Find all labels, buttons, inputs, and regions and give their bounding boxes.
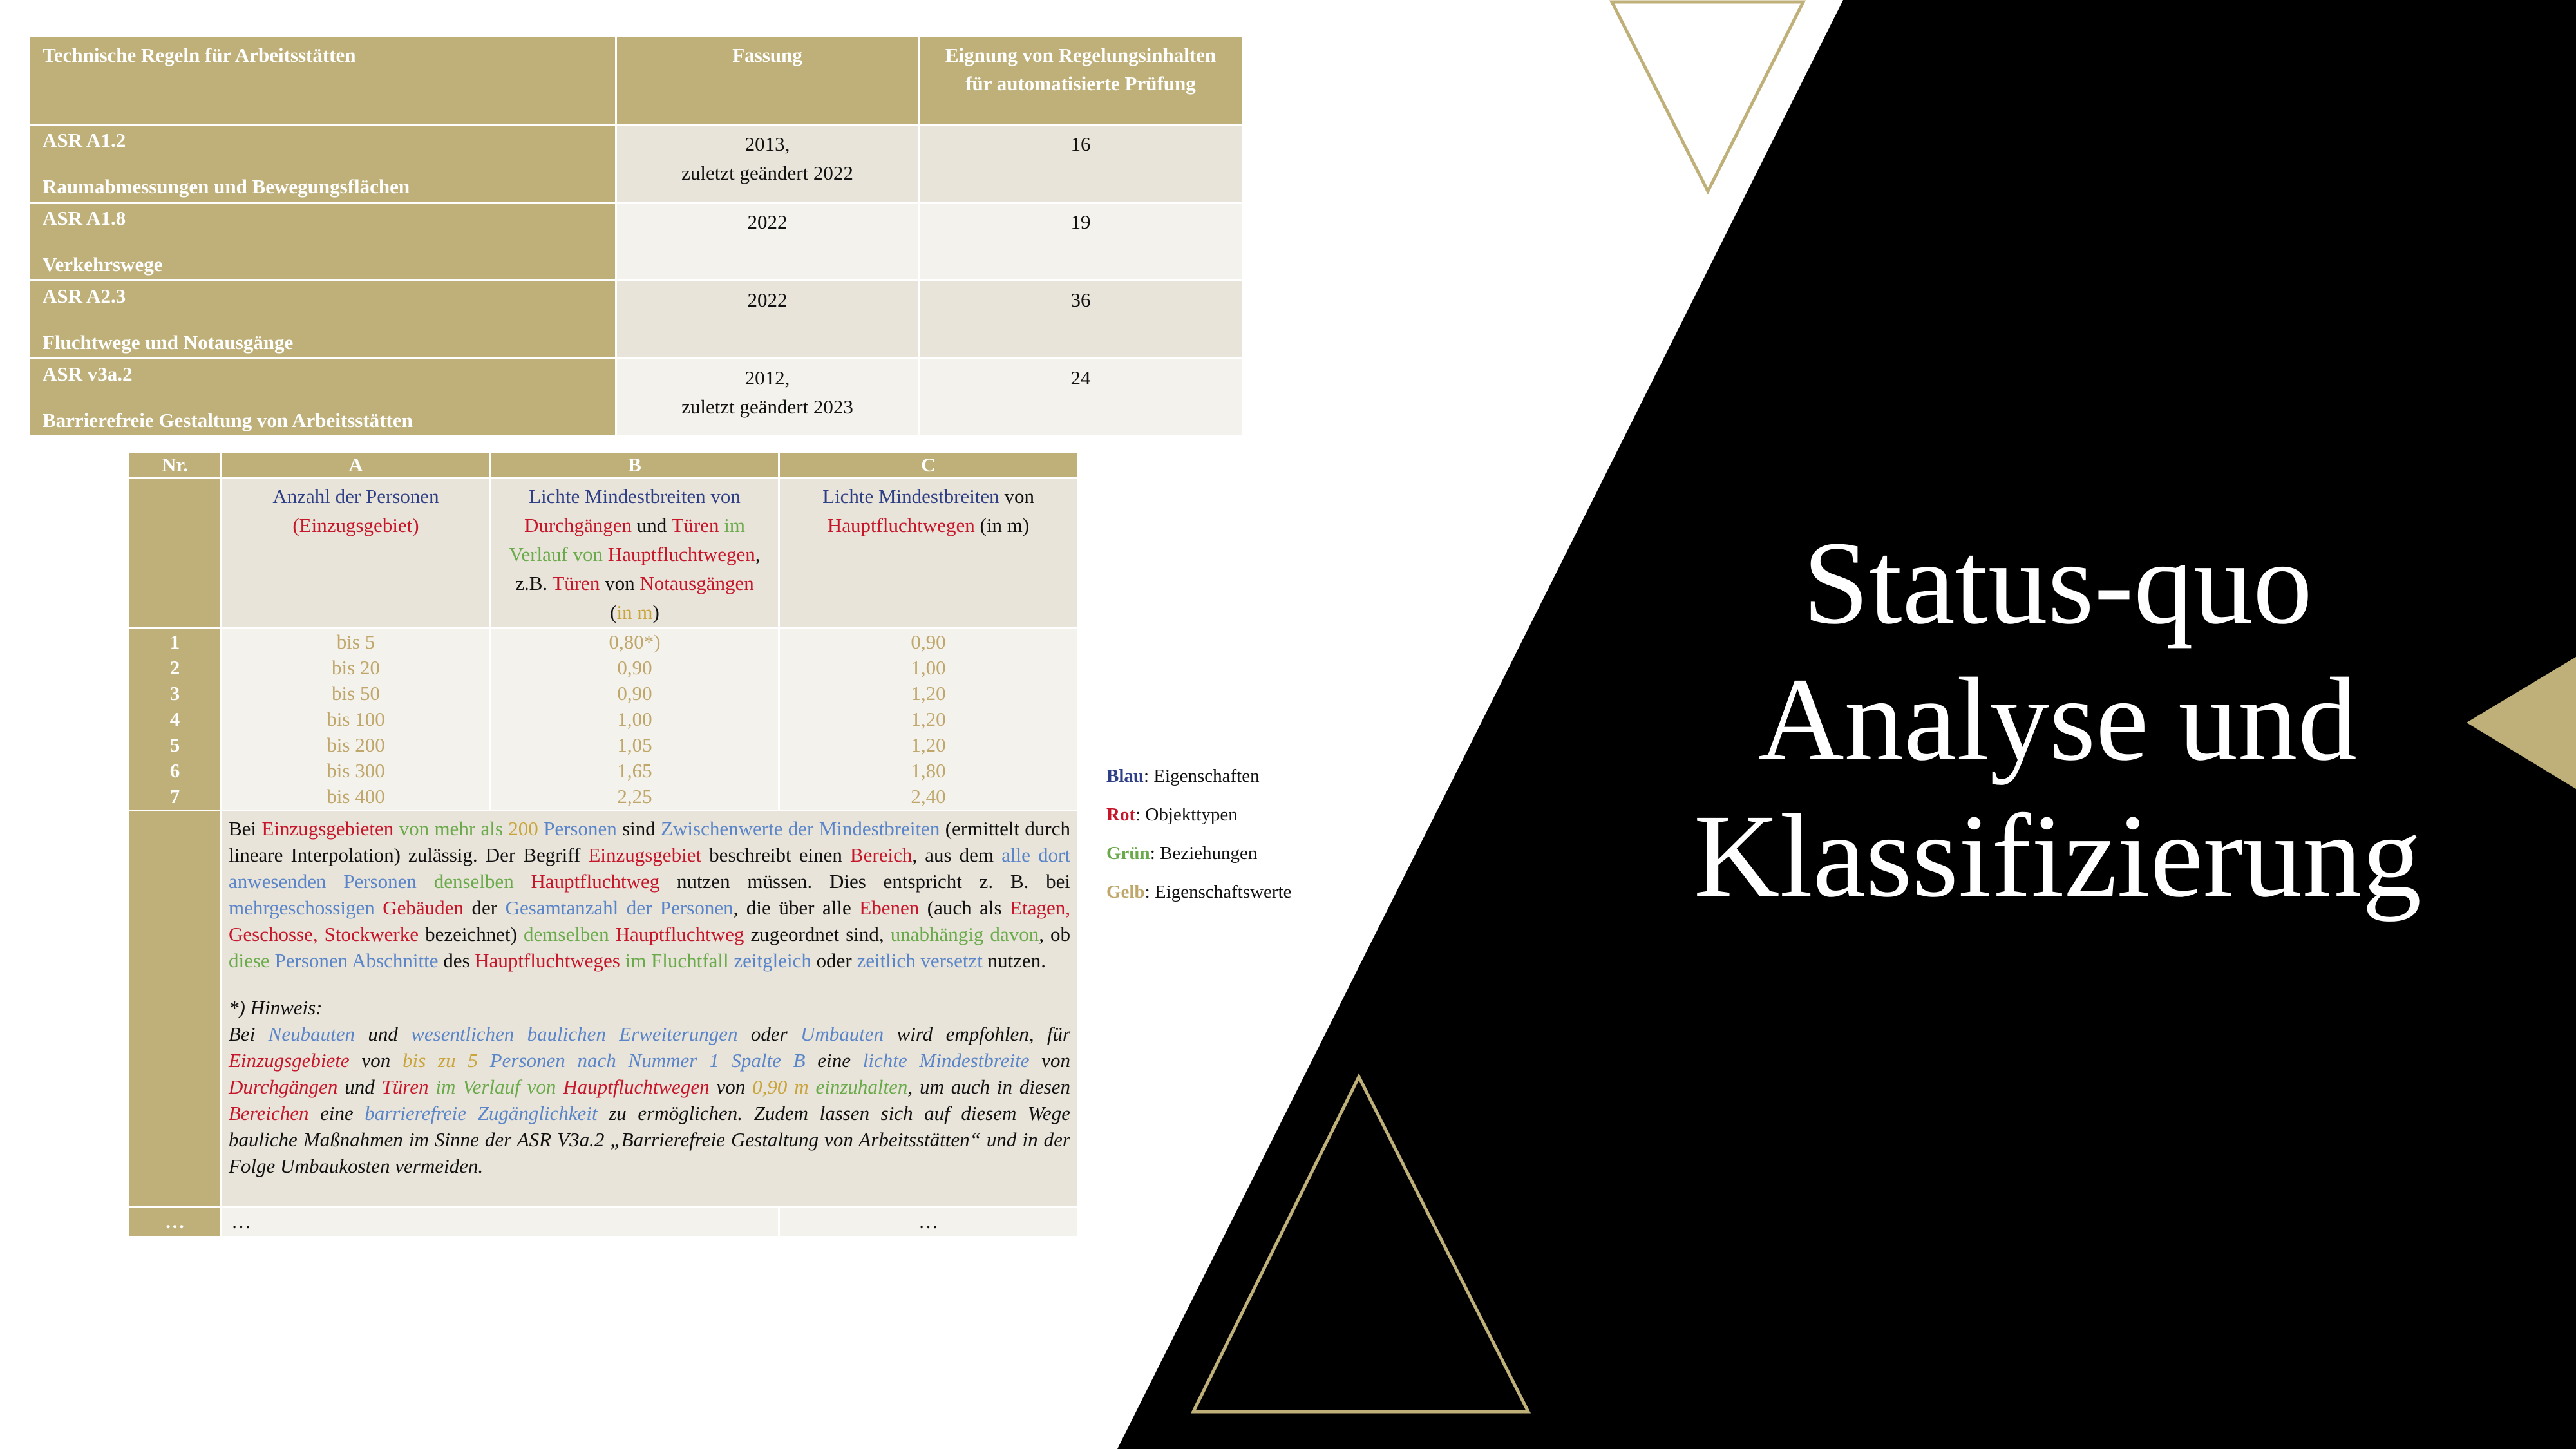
col-a-line: (Einzugsgebiet) [292,514,419,536]
fassung-cell [616,281,919,359]
text-segment: einzuhalten [815,1075,908,1098]
col-b-description [491,478,779,629]
persons-value: bis 300 [327,759,385,782]
text-segment: Gebäuden [383,896,464,919]
note-paragraph [229,815,1070,974]
persons-value: bis 400 [327,785,385,808]
text-segment: 0,90 m [752,1075,809,1098]
regulations-header-row [29,37,1243,125]
col-b-text: z.B. [515,572,553,594]
text-segment: und [337,1075,382,1098]
text-segment: Hauptfluchtweges [475,949,620,972]
text-segment: zeitgleich [734,949,811,972]
text-segment: der [463,896,506,919]
nr-value: 5 [169,734,180,756]
door-width-value: 1,05 [617,734,652,756]
text-segment [417,870,434,893]
continuation-left: … [222,1207,779,1237]
persons-value: bis 5 [336,630,375,653]
escape-width-value: 1,80 [911,759,946,782]
legend-text: : Beziehungen [1150,843,1258,864]
regulation-row [29,359,1243,437]
eignung-value: 36 [919,281,1243,359]
text-segment: Einzugsgebiete [229,1049,350,1072]
header-nr: Nr. [129,452,222,478]
text-segment: und [354,1023,412,1045]
text-segment: eine [805,1049,863,1072]
door-width-value: 0,90 [617,656,652,679]
legend-text: : Objekttypen [1135,804,1238,825]
text-segment: wird empfohlen, für [884,1023,1071,1045]
text-segment: Zwischenwerte der Mindestbreiten [661,817,940,840]
text-segment: , um auch in diesen [907,1075,1071,1098]
header-eignung: Eignung von Regelungsinhalten für automatisierte Prüfung [919,37,1243,125]
col-c-text: von [999,485,1034,507]
text-segment: lichte Mindestbreite [862,1049,1030,1072]
continuation-nr: … [129,1207,222,1237]
text-segment: bis zu 5 [402,1049,478,1072]
fassung-cell [616,125,919,203]
text-segment: alle dort anwesenden Personen [229,844,1070,893]
text-segment: Personen nach Nummer 1 Spalte B [489,1049,806,1072]
text-segment: Gesamtanzahl der Personen [505,896,734,919]
text-segment: wesentlichen baulichen Erweiterungen [411,1023,738,1045]
regulation-cell [29,359,616,437]
eignung-value: 16 [919,125,1243,203]
note-cell [222,811,1078,1207]
text-segment: Hauptfluchtweg [531,870,660,893]
header-regulations: Technische Regeln für Arbeitsstätten [29,37,616,125]
text-segment: nutzen müssen. Dies entspricht z. B. bei [659,870,1071,893]
door-width-value: 2,25 [617,785,652,808]
text-segment: Etagen, Geschosse, Stockwerke [229,896,1071,945]
legend-key: Gelb [1106,882,1145,902]
nr-blank-cell [129,811,222,1207]
continuation-row [129,1207,1078,1237]
col-b-text: und [632,514,672,536]
text-segment [375,896,383,919]
text-segment [556,1075,563,1098]
col-c-description [779,478,1078,629]
col-b-text: von [600,572,640,594]
text-segment: (auch als [919,896,1010,919]
text-segment: Neubauten [268,1023,355,1045]
hint-title: *) Hinweis: [229,996,323,1019]
col-b-text: Lichte Mindestbreiten von [529,485,741,507]
text-segment: Bei [229,817,262,840]
width-table-header-row [129,452,1078,478]
nr-value: 2 [169,656,180,679]
regulation-name: Raumabmessungen und Bewegungsflächen [43,175,410,198]
col-c-text: (in m) [974,514,1030,536]
legend-text: : Eigenschaftswerte [1144,882,1292,902]
regulation-name: Fluchtwege und Notausgänge [43,331,294,354]
fassung-cell [616,359,919,437]
door-width-value: 0,90 [617,682,652,705]
escape-width-value: 1,20 [911,708,946,730]
door-width-list [491,629,779,811]
continuation-right: … [779,1207,1078,1237]
col-b-text: , [755,543,761,565]
text-segment [478,1049,490,1072]
fassung-year: 2022 [747,289,788,311]
text-segment: Einzugsgebiet [588,844,702,866]
nr-value: 7 [169,785,180,808]
escape-width-value: 0,90 [911,630,946,653]
text-segment: Personen Abschnitte [274,949,439,972]
regulation-row [29,125,1243,203]
escape-width-value: 1,20 [911,682,946,705]
col-b-text: im Verlauf von [509,514,745,565]
text-segment: barrierefreie Zugänglichkeit [365,1102,598,1124]
text-segment: von mehr als [393,817,509,840]
text-segment: im Fluchtfall [625,949,729,972]
escape-width-value: 2,40 [911,785,946,808]
regulations-table [28,35,1244,437]
nr-blank-cell [129,478,222,629]
text-segment: von [709,1075,753,1098]
persons-value: bis 50 [332,682,380,705]
text-segment: bezeichnet) [419,923,524,945]
persons-list [222,629,491,811]
text-segment: zu ermöglichen. Zudem lassen sich auf diesem Wege bauliche Maßnahmen im Sinne der ASR V3a.2 „Barrierefreie Gestaltung von Arbeitsstätten“ und in der Folge Umbaukosten vermeiden. [229,1102,1070,1177]
header-c: C [779,452,1078,478]
col-b-text: Türen [671,514,719,536]
nr-value: 6 [169,759,180,782]
col-b-text: in m [616,601,653,623]
regulation-cell [29,125,616,203]
text-segment [609,923,616,945]
header-a: A [222,452,491,478]
persons-value: bis 20 [332,656,380,679]
regulation-code: ASR v3a.2 [43,363,133,385]
text-segment: von [1029,1049,1070,1072]
text-segment: Türen [381,1075,429,1098]
regulation-name: Barrierefreie Gestaltung von Arbeitsstätten [43,409,413,431]
legend-item-green [1106,834,1292,873]
text-segment: , ob [1039,923,1071,945]
col-b-text: Notausgängen [639,572,754,594]
text-segment: Hauptfluchtweg [615,923,744,945]
nr-list [129,629,222,811]
door-width-value: 1,00 [617,708,652,730]
text-segment: denselben [433,870,514,893]
color-legend [1106,757,1292,911]
col-b-text: Durchgängen [524,514,632,536]
regulation-code: ASR A1.8 [43,207,126,229]
text-segment: Ebenen [859,896,920,919]
text-segment: eine [308,1102,365,1124]
text-segment: sind [616,817,661,840]
nr-value: 1 [169,630,180,653]
legend-item-red [1106,795,1292,834]
text-segment [514,870,531,893]
regulation-cell [29,203,616,281]
text-segment: 200 [508,817,538,840]
regulation-row [29,203,1243,281]
fassung-cell [616,203,919,281]
legend-item-yellow [1106,873,1292,911]
legend-item-blue [1106,757,1292,795]
text-segment [620,949,625,972]
col-a-line: Anzahl der Personen [272,485,439,507]
escape-width-value: 1,20 [911,734,946,756]
fassung-year: 2012, [744,366,790,389]
col-c-text: Lichte Mindestbreiten [822,485,999,507]
regulation-name: Verkehrswege [43,253,163,276]
col-c-text: Hauptfluchtwegen [827,514,975,536]
text-segment: , die über alle [733,896,860,919]
regulation-row [29,281,1243,359]
note-row [129,811,1078,1207]
fassung-change: zuletzt geändert 2023 [681,395,853,418]
text-segment: Einzugsgebieten [261,817,394,840]
text-segment: oder [811,949,857,972]
persons-value: bis 100 [327,708,385,730]
text-segment: (ermittelt durch lineare Interpolation) zulässig. Der Begriff [229,817,1070,866]
text-segment [809,1075,816,1098]
text-segment: des [438,949,475,972]
text-segment: oder [737,1023,801,1045]
text-segment: Durchgängen [229,1075,338,1098]
nr-value: 4 [169,708,180,730]
text-segment: unabhängig davon [890,923,1039,945]
eignung-value: 24 [919,359,1243,437]
col-b-text: ) [652,601,659,623]
regulation-code: ASR A1.2 [43,129,126,151]
slide-title: Status-quo Analyse und Klassifizierung [1693,517,2422,922]
text-segment: zugeordnet sind, [744,923,891,945]
text-segment: mehrgeschossigen [229,896,375,919]
col-a-description [222,478,491,629]
values-block-row [129,629,1078,811]
text-segment: demselben [524,923,609,945]
header-b: B [491,452,779,478]
header-fassung: Fassung [616,37,919,125]
text-segment: zeitlich versetzt [857,949,983,972]
col-b-text: Hauptfluchtwegen [607,543,755,565]
door-width-value: 0,80*) [609,630,661,653]
text-segment: diese [229,949,270,972]
text-segment: Umbauten [800,1023,884,1045]
text-segment: Bei [229,1023,269,1045]
text-segment: Hauptfluchtwegen [563,1075,710,1098]
legend-key: Blau [1106,766,1144,786]
col-b-text: Türen [552,572,600,594]
text-segment: Bereich [849,844,913,866]
text-segment: Personen [538,817,617,840]
escape-width-value: 1,00 [911,656,946,679]
legend-key: Rot [1106,804,1136,825]
fassung-change: zuletzt geändert 2022 [681,162,853,184]
hint-paragraph [229,1021,1070,1179]
width-requirements-table [128,451,1079,1238]
legend-key: Grün [1106,843,1150,864]
persons-value: bis 200 [327,734,385,756]
text-segment: von [349,1049,403,1072]
text-segment: beschreibt einen [701,844,850,866]
regulation-code: ASR A2.3 [43,285,126,307]
text-segment [428,1075,435,1098]
regulation-cell [29,281,616,359]
nr-value: 3 [169,682,180,705]
eignung-value: 19 [919,203,1243,281]
fassung-year: 2022 [747,211,788,233]
text-segment: nutzen. [982,949,1046,972]
text-segment: Bereichen [229,1102,309,1124]
fassung-year: 2013, [744,133,790,155]
column-description-row [129,478,1078,629]
col-b-text: ( [610,601,617,623]
legend-text: : Eigenschaften [1144,766,1260,786]
text-segment: im Verlauf von [435,1075,556,1098]
escape-route-width-list [779,629,1078,811]
text-segment: , aus dem [912,844,1002,866]
door-width-value: 1,65 [617,759,652,782]
